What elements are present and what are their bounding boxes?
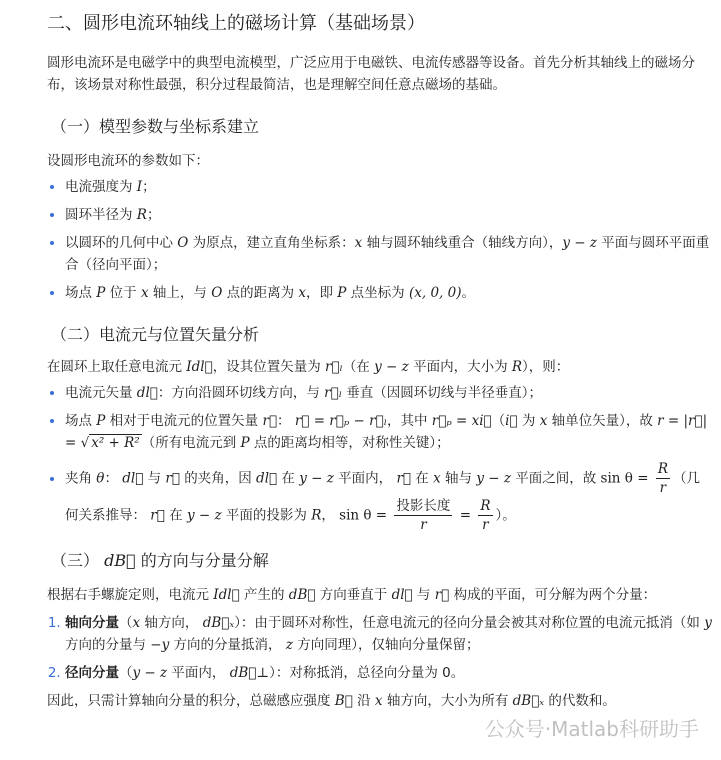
math-inline: B⃗ xyxy=(334,693,353,709)
bold-term: 径向分量 xyxy=(65,665,119,681)
text-run: 沿 xyxy=(352,693,375,709)
text-run: （几何关系推导： xyxy=(65,470,700,524)
text-run: 平面与圆环平面重合（径向平面）； xyxy=(65,235,710,273)
math-inline: y xyxy=(704,615,712,631)
subsection-heading-db-decomposition xyxy=(47,548,712,574)
subsection-heading-current-element xyxy=(47,322,712,348)
math-inline: y − z xyxy=(299,470,334,487)
text-run: 平面内， xyxy=(333,470,397,487)
current-element-list xyxy=(47,382,712,534)
math-inline: x xyxy=(354,235,363,251)
math-inline: dl⃗ xyxy=(122,470,144,487)
text-run: 在圆环上取任意电流元 xyxy=(47,359,187,375)
text-run: 点的距离均相等，对称性关键）； xyxy=(249,435,450,451)
math-inline: I xyxy=(136,179,143,195)
text-run: 产生的 xyxy=(239,587,289,603)
text-run: 构成的平面，可分解为两个分量： xyxy=(449,587,657,603)
text-run: 方向的分量与 xyxy=(65,637,151,653)
math-inline: y − z xyxy=(476,470,511,487)
math-inline: y − z xyxy=(562,235,597,251)
text-run: 平面的投影为 xyxy=(221,507,312,524)
math-inline: r⃗ xyxy=(396,470,411,487)
list-item xyxy=(65,662,712,684)
math-inline: dB⃗ₓ xyxy=(202,615,235,631)
math-inline: P xyxy=(96,285,106,301)
model-lead xyxy=(47,150,712,172)
math-inline: P xyxy=(337,285,347,301)
subsection-heading-model xyxy=(47,114,712,140)
text-run: ， xyxy=(321,507,340,524)
math-inline: y − z xyxy=(132,665,168,681)
math-fraction xyxy=(394,497,452,534)
text-run: （二）电流元与位置矢量分析 xyxy=(51,325,260,344)
list-item xyxy=(65,460,712,534)
text-run: 设圆形电流环的参数如下： xyxy=(47,153,209,169)
math-inline: r⃗ₗ xyxy=(324,385,342,401)
math-inline: z xyxy=(285,637,293,653)
list-item xyxy=(65,612,712,656)
text-run: 方向的分量抵消， xyxy=(169,637,286,653)
text-run: 方向同理），仅轴向分量保留； xyxy=(292,637,480,653)
list-item xyxy=(65,382,712,404)
math-inline: y − z xyxy=(374,359,409,375)
fraction-numerator: R xyxy=(657,461,668,477)
text-run: 为原点，建立直角坐标系： xyxy=(188,235,355,251)
text-run: 轴方向，大小为所有 xyxy=(382,693,513,709)
watermark: 公众号·Matlab科研助手 xyxy=(484,717,699,741)
text-run: 圆环半径为 xyxy=(65,207,137,223)
text-run: 轴上，与 xyxy=(148,285,212,301)
intro-paragraph xyxy=(47,52,712,96)
math-inline: dB⃗⊥ xyxy=(229,665,270,681)
math-inline: r = |r⃗| = xyxy=(65,413,708,451)
text-run: 平面内，大小为 xyxy=(408,359,512,375)
math-inline: R xyxy=(511,359,523,375)
math-inline: x xyxy=(539,413,548,429)
fraction-denominator: r xyxy=(482,517,489,533)
math-sqrt: √ x² + R² xyxy=(80,435,140,451)
text-run: 轴与 xyxy=(440,470,477,487)
text-run: 在 xyxy=(164,507,187,524)
text-run: 圆形电流环是电磁学中的典型电流模型，广泛应用于电磁铁、电流传感器等设备。首先分析其轴线上的磁场分布，该场景对称性最强，积分过程最简洁，也是理解空间任意点磁场的基础。 xyxy=(47,55,695,93)
math-inline: x xyxy=(374,693,383,709)
text-run: （三） xyxy=(51,551,105,570)
math-inline: r⃗ xyxy=(434,587,450,603)
text-run: 方向垂直于 xyxy=(315,587,392,603)
text-run: 在 xyxy=(411,470,434,487)
math-inline: sin θ = xyxy=(600,470,653,487)
conclusion-paragraph xyxy=(47,690,712,712)
math-inline: dB⃗ xyxy=(288,587,316,603)
text-run: ： xyxy=(277,413,295,429)
math-inline: r⃗ = r⃗ₚ − r⃗ₗ xyxy=(294,413,387,429)
math-inline: dl⃗ xyxy=(256,470,278,487)
text-run: 夹角 xyxy=(65,470,97,487)
fraction-denominator: r xyxy=(420,517,427,533)
math-inline: r⃗ xyxy=(262,413,278,429)
text-run: 轴单位矢量），故 xyxy=(547,413,658,429)
text-run: 为 xyxy=(517,413,540,429)
document xyxy=(47,10,712,712)
text-run: ，即 xyxy=(306,285,338,301)
text-run: （ xyxy=(119,665,133,681)
math-inline: dB⃗ₓ xyxy=(512,693,545,709)
db-lead xyxy=(47,584,712,606)
math-fraction xyxy=(656,460,670,497)
text-run: 电流元矢量 xyxy=(65,385,137,401)
list-item xyxy=(65,176,712,198)
math-inline: x xyxy=(132,615,141,631)
list-item xyxy=(65,410,712,454)
fraction-denominator: r xyxy=(659,480,667,496)
text-run: 垂直（因圆环切线与半径垂直）； xyxy=(342,385,543,401)
math-inline: x xyxy=(140,285,149,301)
text-run: 在 xyxy=(277,470,300,487)
text-run: 相对于电流元的位置矢量 xyxy=(105,413,263,429)
fraction-numerator: R xyxy=(480,498,491,514)
text-run: （所有电流元到 xyxy=(141,435,241,451)
math-inline: x xyxy=(298,285,306,301)
list-item xyxy=(65,232,712,276)
math-inline: = xyxy=(455,507,476,524)
text-run: ：方向沿圆环切线方向，与 xyxy=(157,385,325,401)
component-list xyxy=(47,612,712,684)
text-run: 的代数和。 xyxy=(544,693,616,709)
math-inline: Idl⃗ xyxy=(186,359,213,375)
math-inline: O xyxy=(211,285,223,301)
math-inline: r⃗ xyxy=(165,470,180,487)
current-element-lead xyxy=(47,356,712,378)
math-inline: θ xyxy=(96,470,105,487)
math-inline: O xyxy=(177,235,189,251)
text-run: ），则： xyxy=(522,359,570,375)
text-run: ）。 xyxy=(495,507,516,524)
text-run: ）：由于圆环对称性，任意电流元的径向分量会被其对称位置的电流元抵消（如 xyxy=(234,615,705,631)
text-run: ，设其位置矢量为 xyxy=(212,359,325,375)
text-run: 场点 xyxy=(65,413,97,429)
math-inline: P xyxy=(240,435,250,451)
math-inline: −y xyxy=(150,637,170,653)
math-inline: R xyxy=(311,507,322,524)
text-run: （ xyxy=(491,413,506,429)
math-inline: r⃗ xyxy=(150,507,165,524)
text-run: 电流强度为 xyxy=(65,179,137,195)
math-inline: (x, 0, 0) xyxy=(408,285,462,301)
text-run: ； xyxy=(146,207,161,223)
math-inline: y − z xyxy=(186,507,222,524)
text-run: （在 xyxy=(342,359,375,375)
list-item xyxy=(65,282,712,304)
text-run: ）：对称抵消，总径向分量为 0。 xyxy=(269,665,465,681)
text-run: （ xyxy=(119,615,133,631)
text-run: （一）模型参数与坐标系建立 xyxy=(51,117,260,136)
math-inline: i⃗ xyxy=(505,413,518,429)
math-inline: dB⃗ xyxy=(104,551,136,570)
text-run: 场点 xyxy=(65,285,97,301)
text-run: 与 xyxy=(143,470,166,487)
section-title: 二、圆形电流环轴线上的磁场计算（基础场景） xyxy=(47,13,425,34)
text-run: 根据右手螺旋定则，电流元 xyxy=(47,587,214,603)
math-inline: x xyxy=(433,470,441,487)
text-run: ； xyxy=(142,179,156,195)
text-run: 以圆环的几何中心 xyxy=(65,235,178,251)
text-run: 位于 xyxy=(105,285,141,301)
text-run: 。 xyxy=(461,285,475,301)
text-run: 轴与圆环轴线重合（轴线方向）， xyxy=(362,235,563,251)
math-inline: dl⃗ xyxy=(391,587,413,603)
text-run: 的夹角，因 xyxy=(179,470,257,487)
math-inline: r⃗ₗ xyxy=(325,359,343,375)
math-inline: Idl⃗ xyxy=(213,587,240,603)
text-run: 平面内， xyxy=(167,665,230,681)
math-inline: r⃗ₚ = xi⃗ xyxy=(431,413,492,429)
text-run: ： xyxy=(104,470,123,487)
list-item xyxy=(65,204,712,226)
bold-term: 轴向分量 xyxy=(65,615,119,631)
math-inline: sin θ = xyxy=(339,507,392,524)
text-run: 与 xyxy=(412,587,435,603)
fraction-numerator: 投影长度 xyxy=(396,498,451,514)
text-run: 平面之间，故 xyxy=(510,470,601,487)
model-parameter-list xyxy=(47,176,712,304)
text-run: 点的距离为 xyxy=(222,285,299,301)
math-inline: P xyxy=(96,413,106,429)
sqrt-radicand: x² + R² xyxy=(91,435,140,451)
text-run: 点坐标为 xyxy=(346,285,409,301)
text-run: 因此，只需计算轴向分量的积分，总磁感应强度 xyxy=(47,693,335,709)
math-inline: dl⃗ xyxy=(136,385,158,401)
text-run: ，其中 xyxy=(386,413,432,429)
text-run: 的方向与分量分解 xyxy=(135,551,269,570)
math-fraction xyxy=(478,497,492,534)
math-inline: R xyxy=(136,207,147,223)
text-run: 轴方向， xyxy=(140,615,203,631)
